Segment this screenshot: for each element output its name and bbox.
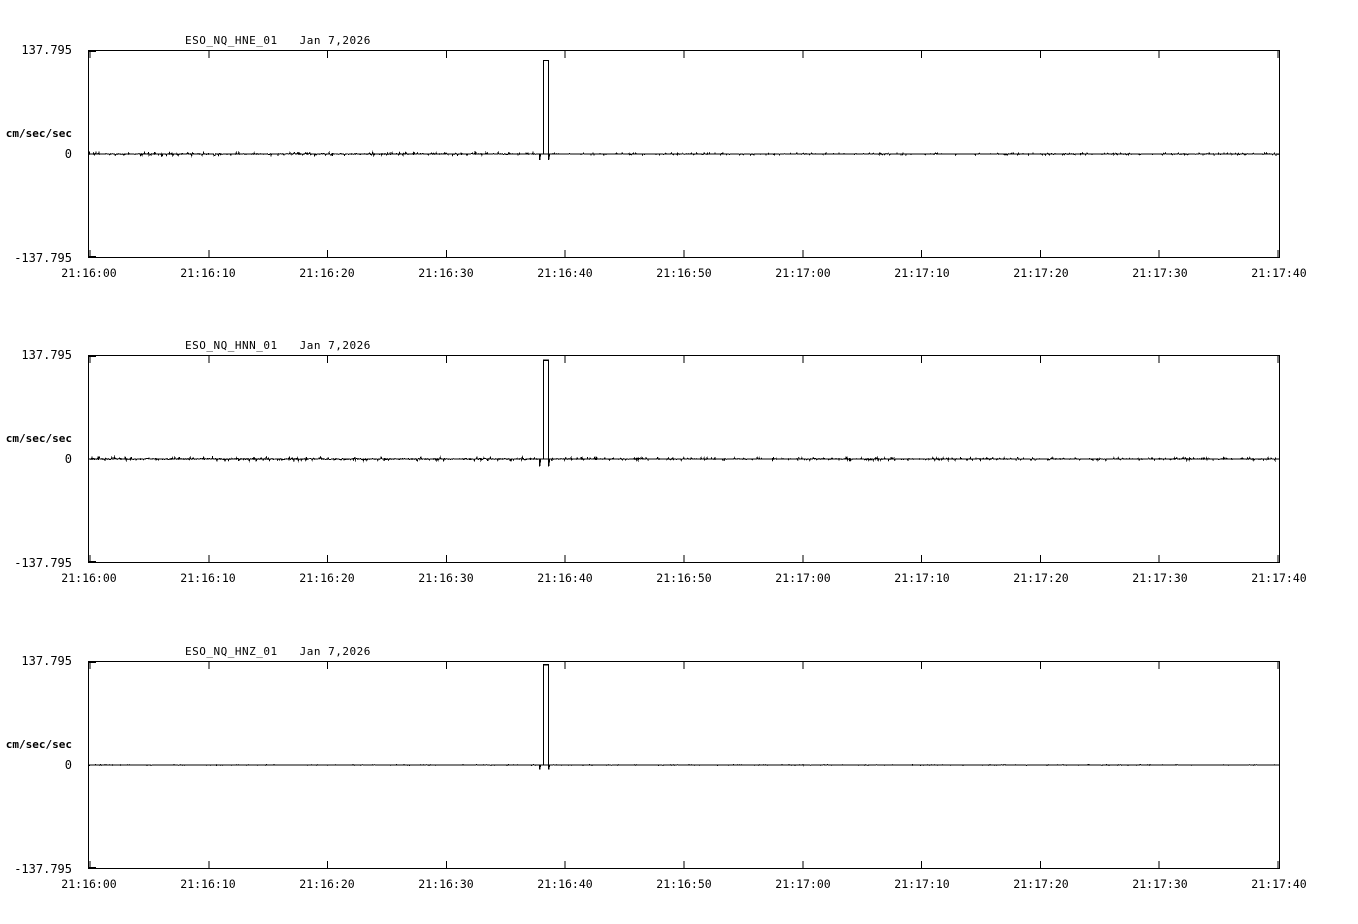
panel-station-code: ESO_NQ_HNE_01 bbox=[185, 34, 278, 47]
x-tick-label: 21:17:10 bbox=[894, 266, 950, 280]
waveform-trace-hnn bbox=[89, 356, 1279, 562]
trace-spike-path bbox=[538, 61, 553, 160]
y-axis-min-label: -137.795 bbox=[14, 251, 72, 265]
plot-area-hnz bbox=[88, 661, 1280, 869]
seismogram-panel-hnz bbox=[0, 619, 1358, 909]
panel-title-hnz bbox=[185, 645, 371, 658]
x-tick-label: 21:17:40 bbox=[1251, 877, 1307, 891]
x-tick-label: 21:17:30 bbox=[1132, 877, 1188, 891]
x-tick-label: 21:16:50 bbox=[656, 877, 712, 891]
x-tick-label: 21:16:30 bbox=[418, 571, 474, 585]
y-axis-units-label: cm/sec/sec bbox=[5, 738, 72, 751]
x-tick-label: 21:17:10 bbox=[894, 877, 950, 891]
x-tick-label: 21:16:00 bbox=[61, 877, 117, 891]
x-tick-label: 21:17:00 bbox=[775, 571, 831, 585]
waveform-trace-hne bbox=[89, 51, 1279, 257]
y-axis-zero-label: 0 bbox=[64, 147, 72, 161]
x-tick-label: 21:16:30 bbox=[418, 877, 474, 891]
waveform-trace-hnz bbox=[89, 662, 1279, 868]
trace-noise-path bbox=[89, 457, 1279, 461]
x-tick-label: 21:16:40 bbox=[537, 571, 593, 585]
y-axis-units-label: cm/sec/sec bbox=[5, 127, 72, 140]
x-tick-label: 21:17:40 bbox=[1251, 266, 1307, 280]
trace-noise-path bbox=[89, 152, 1279, 155]
y-axis-max-label: 137.795 bbox=[21, 43, 72, 57]
x-tick-label: 21:17:20 bbox=[1013, 877, 1069, 891]
x-tick-label: 21:17:30 bbox=[1132, 266, 1188, 280]
x-tick-label: 21:17:20 bbox=[1013, 571, 1069, 585]
panel-title-hne bbox=[185, 34, 371, 47]
x-tick-label: 21:16:10 bbox=[180, 266, 236, 280]
panel-date: Jan 7,2026 bbox=[299, 339, 371, 352]
y-axis-zero-label: 0 bbox=[64, 758, 72, 772]
panel-station-code: ESO_NQ_HNZ_01 bbox=[185, 645, 278, 658]
trace-spike-path bbox=[538, 665, 553, 770]
seismogram-panel-hnn bbox=[0, 313, 1358, 603]
x-tick-label: 21:16:50 bbox=[656, 266, 712, 280]
x-tick-label: 21:17:00 bbox=[775, 266, 831, 280]
y-axis-min-label: -137.795 bbox=[14, 862, 72, 876]
x-tick-label: 21:17:30 bbox=[1132, 571, 1188, 585]
x-tick-label: 21:16:20 bbox=[299, 266, 355, 280]
trace-noise-path bbox=[89, 765, 1279, 766]
x-tick-label: 21:17:40 bbox=[1251, 571, 1307, 585]
x-tick-label: 21:16:10 bbox=[180, 571, 236, 585]
x-tick-label: 21:16:10 bbox=[180, 877, 236, 891]
x-tick-label: 21:17:10 bbox=[894, 571, 950, 585]
x-tick-label: 21:16:20 bbox=[299, 571, 355, 585]
x-tick-label: 21:16:00 bbox=[61, 571, 117, 585]
y-axis-max-label: 137.795 bbox=[21, 348, 72, 362]
y-axis-zero-label: 0 bbox=[64, 452, 72, 466]
x-tick-label: 21:16:20 bbox=[299, 877, 355, 891]
trace-spike-path bbox=[538, 360, 553, 466]
plot-area-hnn bbox=[88, 355, 1280, 563]
x-tick-label: 21:16:40 bbox=[537, 266, 593, 280]
y-axis-units-label: cm/sec/sec bbox=[5, 432, 72, 445]
y-axis-min-label: -137.795 bbox=[14, 556, 72, 570]
seismogram-panel-hne bbox=[0, 8, 1358, 298]
x-axis-hnz bbox=[61, 871, 1307, 895]
x-tick-label: 21:16:30 bbox=[418, 266, 474, 280]
panel-station-code: ESO_NQ_HNN_01 bbox=[185, 339, 278, 352]
x-tick-label: 21:17:20 bbox=[1013, 266, 1069, 280]
y-axis-max-label: 137.795 bbox=[21, 654, 72, 668]
panel-title-hnn bbox=[185, 339, 371, 352]
x-axis-hnn bbox=[61, 565, 1307, 589]
x-tick-label: 21:16:40 bbox=[537, 877, 593, 891]
x-tick-label: 21:16:00 bbox=[61, 266, 117, 280]
x-axis-hne bbox=[61, 260, 1307, 284]
x-tick-label: 21:16:50 bbox=[656, 571, 712, 585]
panel-date: Jan 7,2026 bbox=[299, 34, 371, 47]
plot-area-hne bbox=[88, 50, 1280, 258]
panel-date: Jan 7,2026 bbox=[299, 645, 371, 658]
x-tick-label: 21:17:00 bbox=[775, 877, 831, 891]
